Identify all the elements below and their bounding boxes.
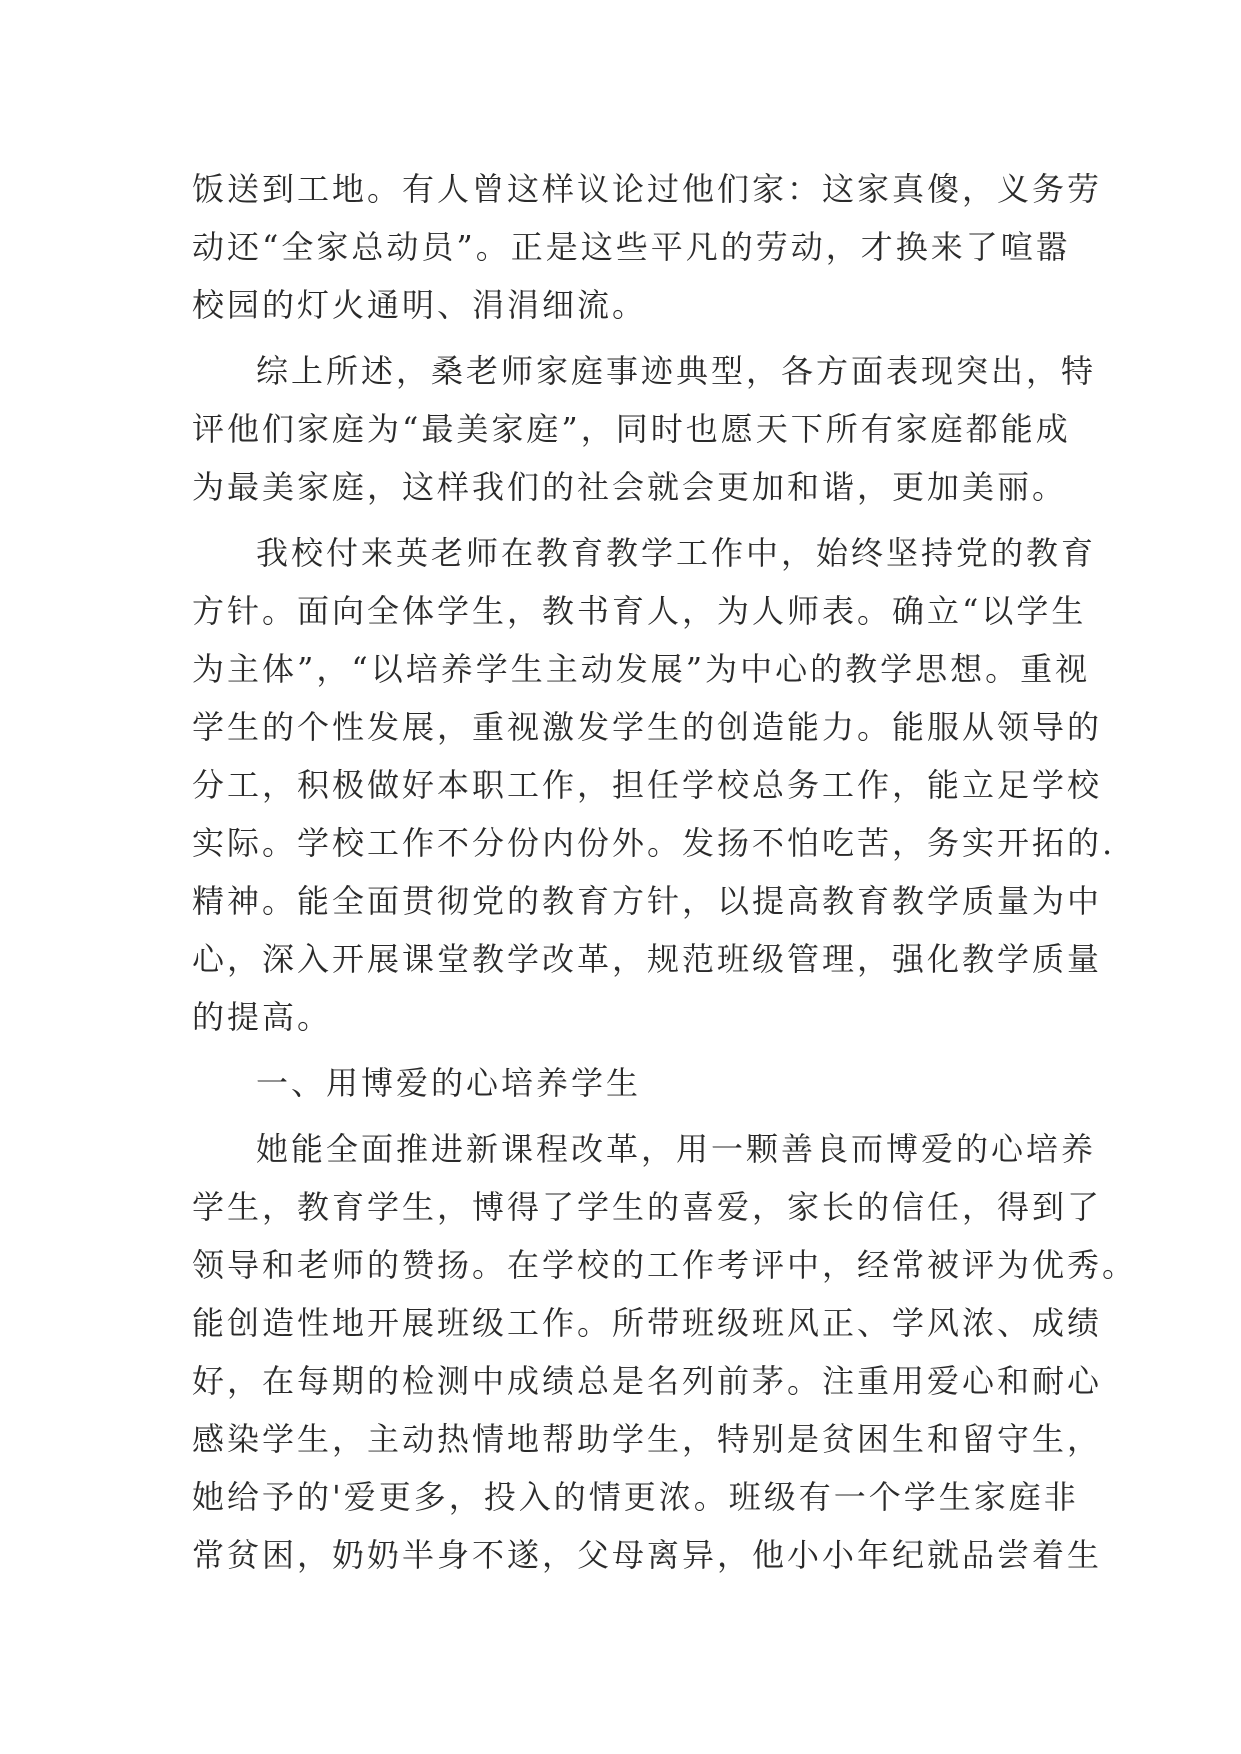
text-line: 饭送到工地。有人曾这样议论过他们家：这家真傻，义务劳 <box>192 170 1103 208</box>
text-line: 领导和老师的赞扬。在学校的工作考评中，经常被评为优秀。 <box>192 1246 1138 1284</box>
text-line: 实际。学校工作不分份内份外。发扬不怕吃苦，务实开拓的. <box>192 824 1116 862</box>
text-line: 心，深入开展课堂教学改革，规范班级管理，强化教学质量 <box>192 940 1103 978</box>
text-line: 学生，教育学生，博得了学生的喜爱，家长的信任，得到了 <box>192 1188 1103 1226</box>
text-line: 感染学生，主动热情地帮助学生，特别是贫困生和留守生， <box>192 1420 1103 1458</box>
text-line: 常贫困，奶奶半身不遂，父母离异，他小小年纪就品尝着生 <box>192 1536 1103 1574</box>
text-line: 方针。面向全体学生，教书育人，为人师表。确立“以学生 <box>192 592 1087 630</box>
text-line: 能创造性地开展班级工作。所带班级班风正、学风浓、成绩 <box>192 1304 1103 1342</box>
text-line: 的提高。 <box>192 998 333 1036</box>
text-line: 她给予的'爱更多，投入的情更浓。班级有一个学生家庭非 <box>192 1478 1079 1516</box>
text-line: 学生的个性发展，重视激发学生的创造能力。能服从领导的 <box>192 708 1103 746</box>
paragraph-start-line: 我校付来英老师在教育教学工作中，始终坚持党的教育 <box>256 534 1097 572</box>
text-line: 分工，积极做好本职工作，担任学校总务工作，能立足学校 <box>192 766 1103 804</box>
paragraph-start-line: 她能全面推进新课程改革，用一颗善良而博爱的心培养 <box>256 1130 1097 1168</box>
paragraph-start-line: 综上所述，桑老师家庭事迹典型，各方面表现突出，特 <box>256 352 1097 390</box>
document-body <box>192 160 1138 1584</box>
section-heading: 一、用博爱的心培养学生 <box>256 1064 642 1102</box>
text-line: 动还“全家总动员”。正是这些平凡的劳动，才换来了喧嚣 <box>192 228 1071 266</box>
text-line: 精神。能全面贯彻党的教育方针，以提高教育教学质量为中 <box>192 882 1103 920</box>
text-line: 校园的灯火通明、涓涓细流。 <box>192 286 648 324</box>
text-line: 为主体”，“以培养学生主动发展”为中心的教学思想。重视 <box>192 650 1091 688</box>
text-line: 为最美家庭，这样我们的社会就会更加和谐，更加美丽。 <box>192 468 1068 506</box>
text-line: 好，在每期的检测中成绩总是名列前茅。注重用爱心和耐心 <box>192 1362 1103 1400</box>
text-line: 评他们家庭为“最美家庭”，同时也愿天下所有家庭都能成 <box>192 410 1071 448</box>
